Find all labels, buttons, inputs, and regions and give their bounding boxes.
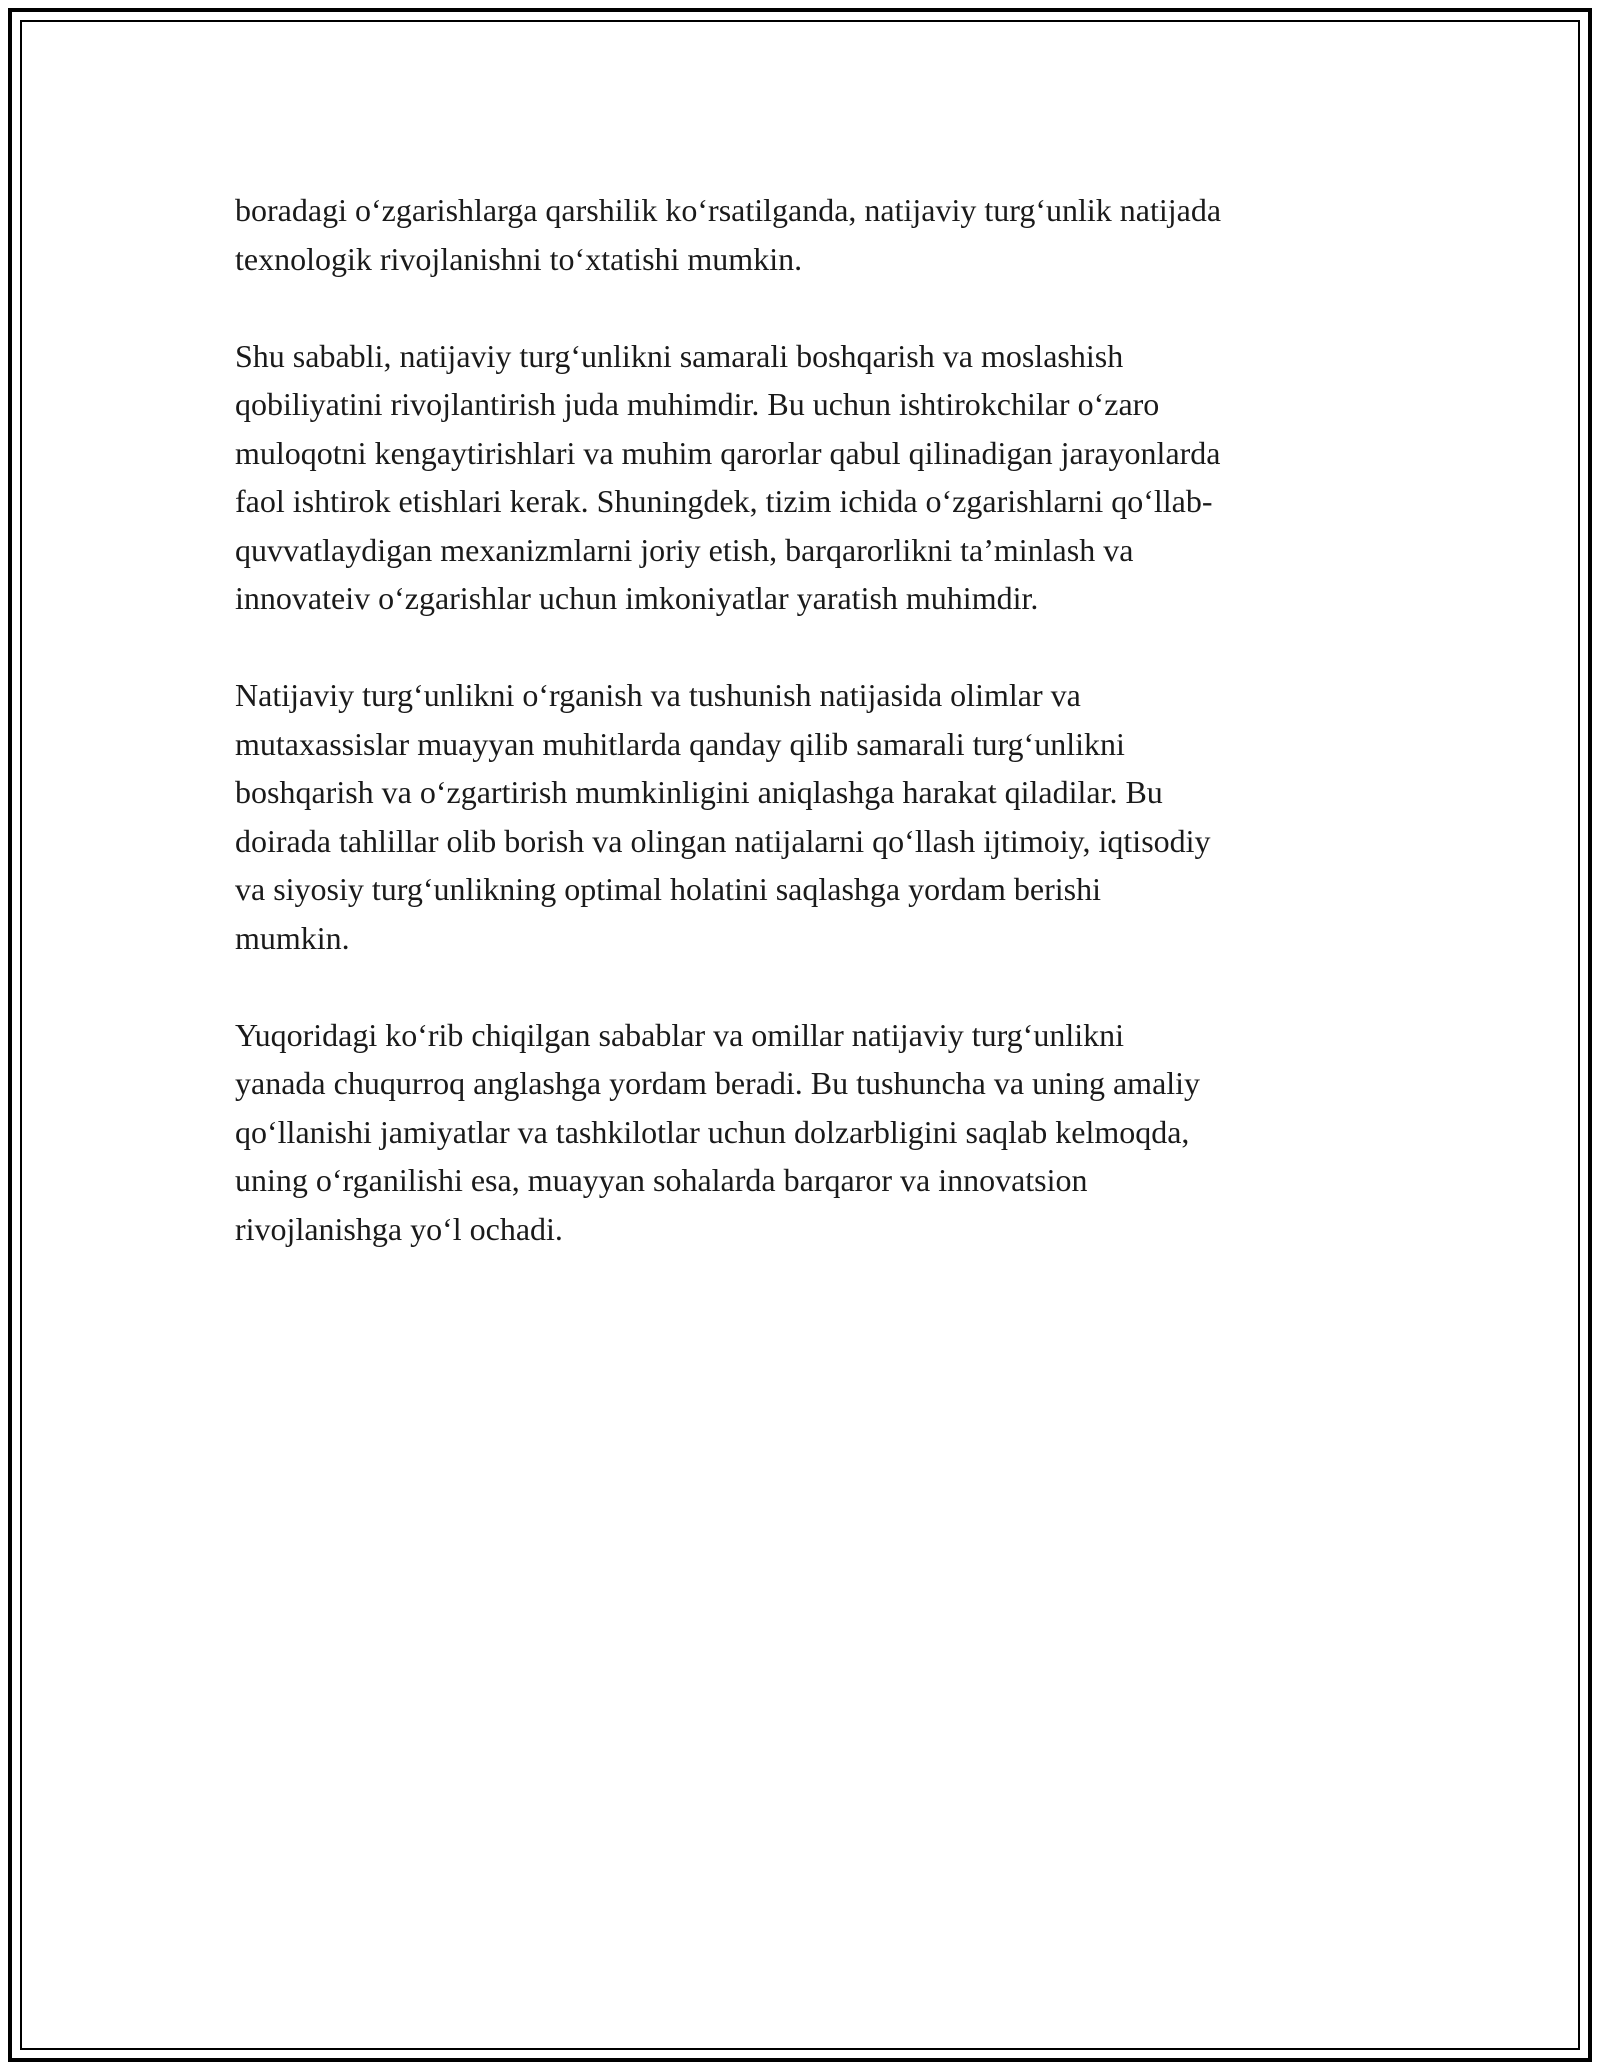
paragraph-1: boradagi o‘zgarishlarga qarshilik ko‘rsatilganda, natijaviy turg‘unlik natijada texnologik rivojlanishni to‘xtatishi mumkin. [235, 192, 1222, 277]
paragraph-2: Shu sababli, natijaviy turg‘unlikni samarali boshqarish va moslashish qobiliyatini rivojlantirish juda muhimdir. Bu uchun ishtirokchilar o‘zaro muloqotni kengaytirishlari va muhim qarorlar qabul qilinadigan jarayonlarda faol ishtirok etishlari kerak. Shuningdek, tizim ichida o‘zgarishlarni qo‘llab- quvvatlaydigan mexanizmlarni joriy etish, barqarorlikni ta’minlash va innovateiv o‘zgarishlar uchun imkoniyatlar yaratish muhimdir. [235, 337, 1221, 616]
document-body [235, 186, 1375, 1302]
paragraph-3: Natijaviy turg‘unlikni o‘rganish va tushunish natijasida olimlar va mutaxassislar muayyan muhitlarda qanday qilib samarali turg‘unlikni boshqarish va o‘zgartirish mumkinligini aniqlashga harakat qiladilar. Bu doirada tahlillar olib borish va olingan natijalarni qo‘llash ijtimoiy, iqtisodiy va siyosiy turg‘unlikning optimal holatini saqlashga yordam berishi mumkin. [235, 677, 1211, 956]
paragraph-4: Yuqoridagi ko‘rib chiqilgan sabablar va omillar natijaviy turg‘unlikni yanada chuqurroq anglashga yordam beradi. Bu tushuncha va uning amaliy qo‘llanishi jamiyatlar va tashkilotlar uchun dolzarbligini saqlab kelmoqda, uning o‘rganilishi esa, muayyan sohalarda barqaror va innovatsion rivojlanishga yo‘l ochadi. [235, 1016, 1201, 1247]
